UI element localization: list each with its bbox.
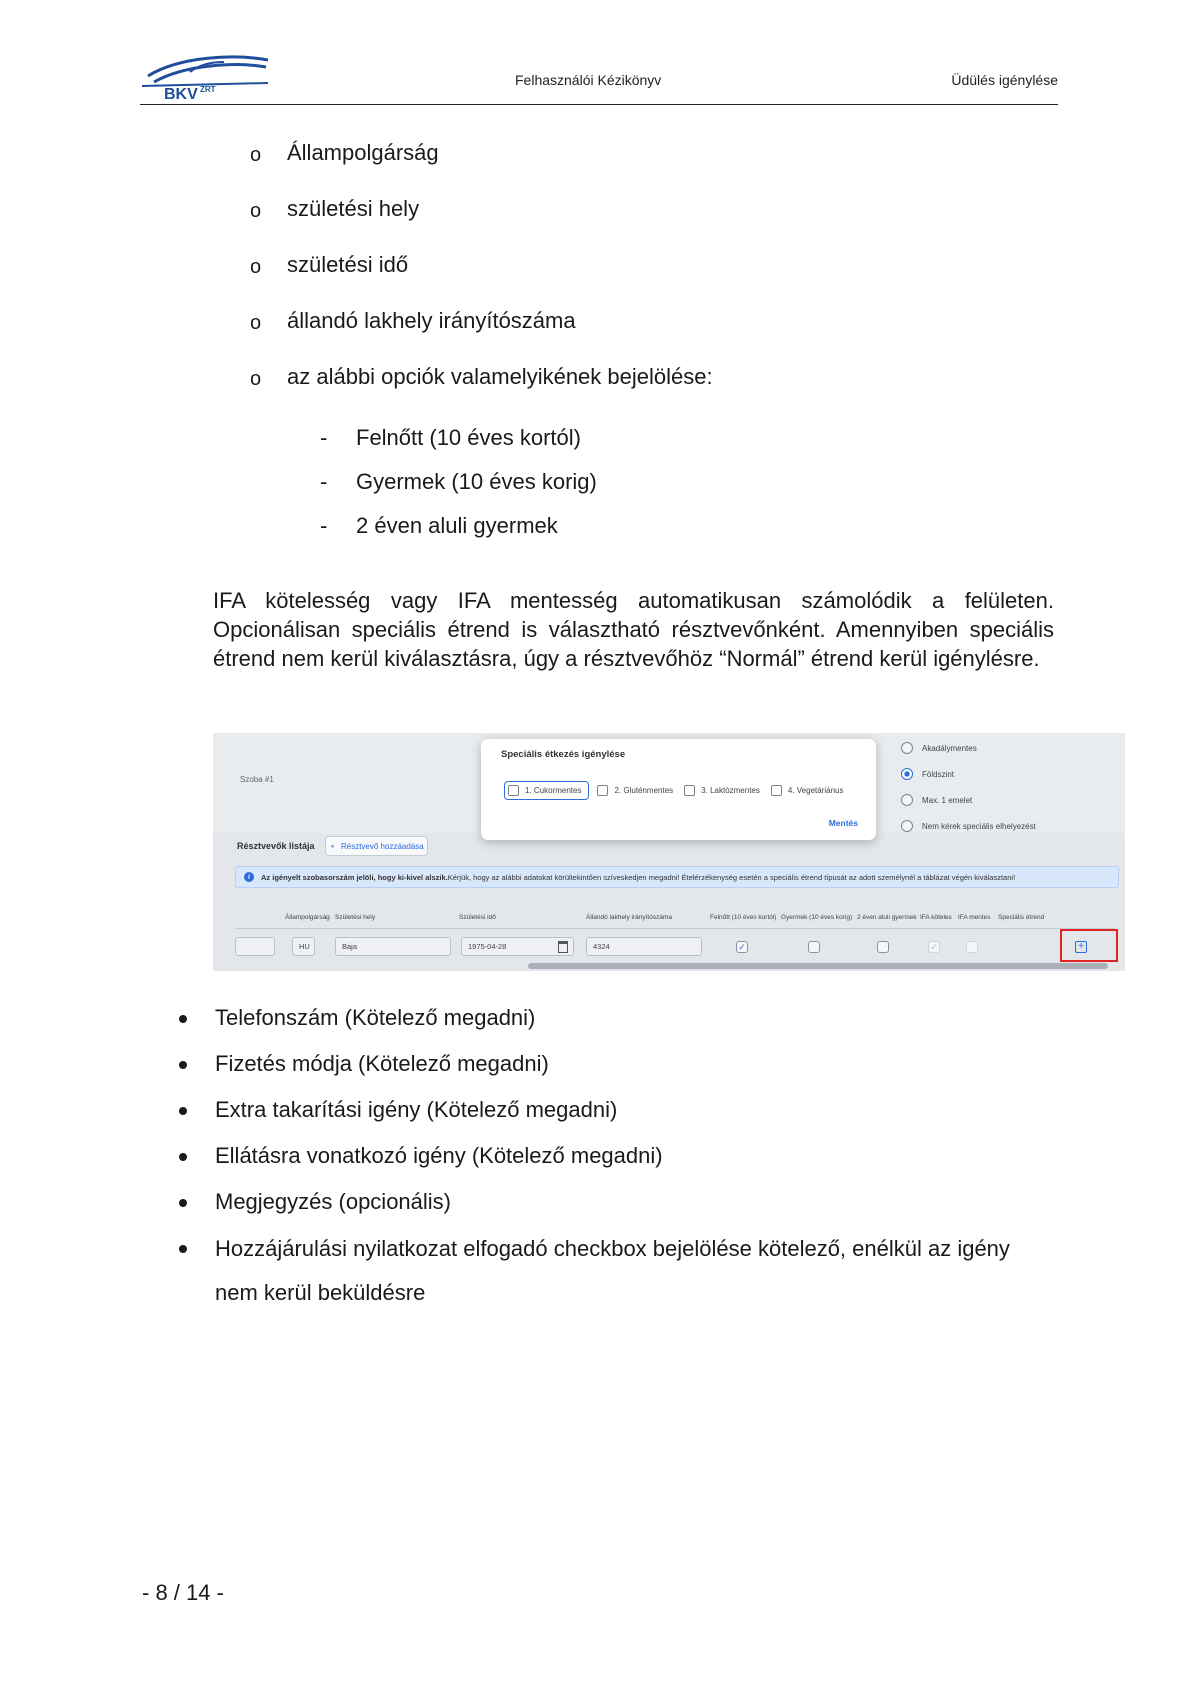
column-header: Állampolgárság [285, 914, 330, 921]
radio-option[interactable]: Földszint [901, 761, 1036, 787]
save-button[interactable]: Mentés [828, 818, 858, 828]
info-message: i Az igényelt szobasorszám jelöli, hogy ki-kivel alszik. Kérjük, hogy az alábbi adatokat körültekintően szíveskedjen megadni! Ételérzékenység esetén a speciális étrend típusát az adott személynél a táblázat végén kiválasztani! [235, 866, 1119, 888]
circle-bullet-icon: o [250, 200, 262, 222]
adult-checkbox[interactable]: ✓ [736, 941, 748, 953]
nationality-field[interactable]: HU [292, 937, 315, 956]
special-diet-modal [481, 739, 876, 840]
table-divider [235, 928, 1115, 929]
infant-checkbox[interactable] [877, 941, 889, 953]
add-diet-icon[interactable]: + [1075, 941, 1087, 953]
diet-option[interactable]: 2. Gluténmentes [597, 785, 673, 796]
zip-field[interactable]: 4324 [586, 937, 702, 956]
circle-bullet-icon: o [250, 144, 262, 166]
bullet-icon [179, 1015, 187, 1023]
page-number: - 8 / 14 - [142, 1580, 224, 1605]
radio-circle-icon [901, 794, 913, 806]
column-header: Gyermek (10 éves korig) [781, 914, 853, 921]
ifa-required-checkbox: ✓ [928, 941, 940, 953]
checkbox-icon [597, 785, 608, 796]
diet-option-selected[interactable]: 1. Cukormentes [504, 781, 589, 800]
ifa-paragraph: IFA kötelesség vagy IFA mentesség automatikusan számolódik a felületen. Opcionálisan speciális étrend is választható résztvevőnként. Amennyiben speciális étrend nem kerül kiválasztásra, úgy a résztvevőhöz “Normál” étrend kerül igénylésre. [213, 588, 1054, 671]
radio-circle-icon [901, 742, 913, 754]
circle-bullet-icon: o [250, 368, 262, 390]
header-section: Üdülés igénylése [951, 72, 1058, 88]
birthplace-field[interactable]: Baja [335, 937, 451, 956]
radio-selected-icon [901, 768, 913, 780]
row-select-field[interactable] [235, 937, 275, 956]
column-header: Speciális étrend [998, 914, 1045, 921]
checkbox-icon [771, 785, 782, 796]
radio-option[interactable]: Nem kérek speciális elhelyezést [901, 813, 1036, 839]
bullet-icon [179, 1199, 187, 1207]
checkbox-icon [508, 785, 519, 796]
dash-bullet-icon: - [320, 425, 328, 450]
bullet-icon [179, 1245, 187, 1253]
circle-bullet-icon: o [250, 312, 262, 334]
column-header: IFA mentes [958, 914, 991, 921]
bkv-logo [140, 52, 272, 102]
header-title: Felhasználói Kézikönyv [515, 72, 662, 88]
ifa-exempt-checkbox [966, 941, 978, 953]
modal-title: Speciális étkezés igénylése [501, 749, 626, 760]
calendar-icon[interactable] [558, 941, 568, 953]
radio-option[interactable]: Akadálymentes [901, 735, 1036, 761]
participants-heading: Résztvevők listája [237, 841, 315, 851]
dash-bullet-icon: - [320, 513, 328, 538]
info-icon: i [244, 872, 254, 882]
svg-text:BKV: BKV [164, 86, 198, 102]
birthdate-field[interactable]: 1975-04-28 [461, 937, 574, 956]
horizontal-scrollbar[interactable] [528, 963, 1108, 969]
svg-text:ZRT: ZRT [200, 85, 216, 94]
add-participant-button[interactable]: ⚬ Résztvevő hozzáadása [325, 836, 428, 856]
column-header: Születési idő [459, 914, 496, 921]
bullet-icon [179, 1153, 187, 1161]
room-label: Szoba #1 [240, 775, 274, 784]
column-header: 2 éven aluli gyermek [857, 914, 917, 921]
placement-radio-group [901, 735, 1036, 839]
column-header: Felnőtt (10 éves kortól) [710, 914, 777, 921]
bullet-icon [179, 1061, 187, 1069]
checkbox-icon [684, 785, 695, 796]
circle-bullet-icon: o [250, 256, 262, 278]
highlight-box [1060, 929, 1118, 962]
diet-option[interactable]: 4. Vegetáriánus [771, 785, 844, 796]
radio-circle-icon [901, 820, 913, 832]
diet-option[interactable]: 3. Laktózmentes [684, 785, 760, 796]
column-header: IFA köteles [920, 914, 952, 921]
dash-bullet-icon: - [320, 469, 328, 494]
diet-options [504, 781, 854, 800]
column-header: Állandó lakhely irányítószáma [586, 914, 672, 921]
bullet-icon [179, 1107, 187, 1115]
add-user-icon: ⚬ [329, 841, 336, 851]
page-header [140, 50, 1058, 105]
column-header: Születési hely [335, 914, 376, 921]
embedded-screenshot [213, 733, 1125, 971]
radio-option[interactable]: Max. 1 emelet [901, 787, 1036, 813]
child-checkbox[interactable] [808, 941, 820, 953]
